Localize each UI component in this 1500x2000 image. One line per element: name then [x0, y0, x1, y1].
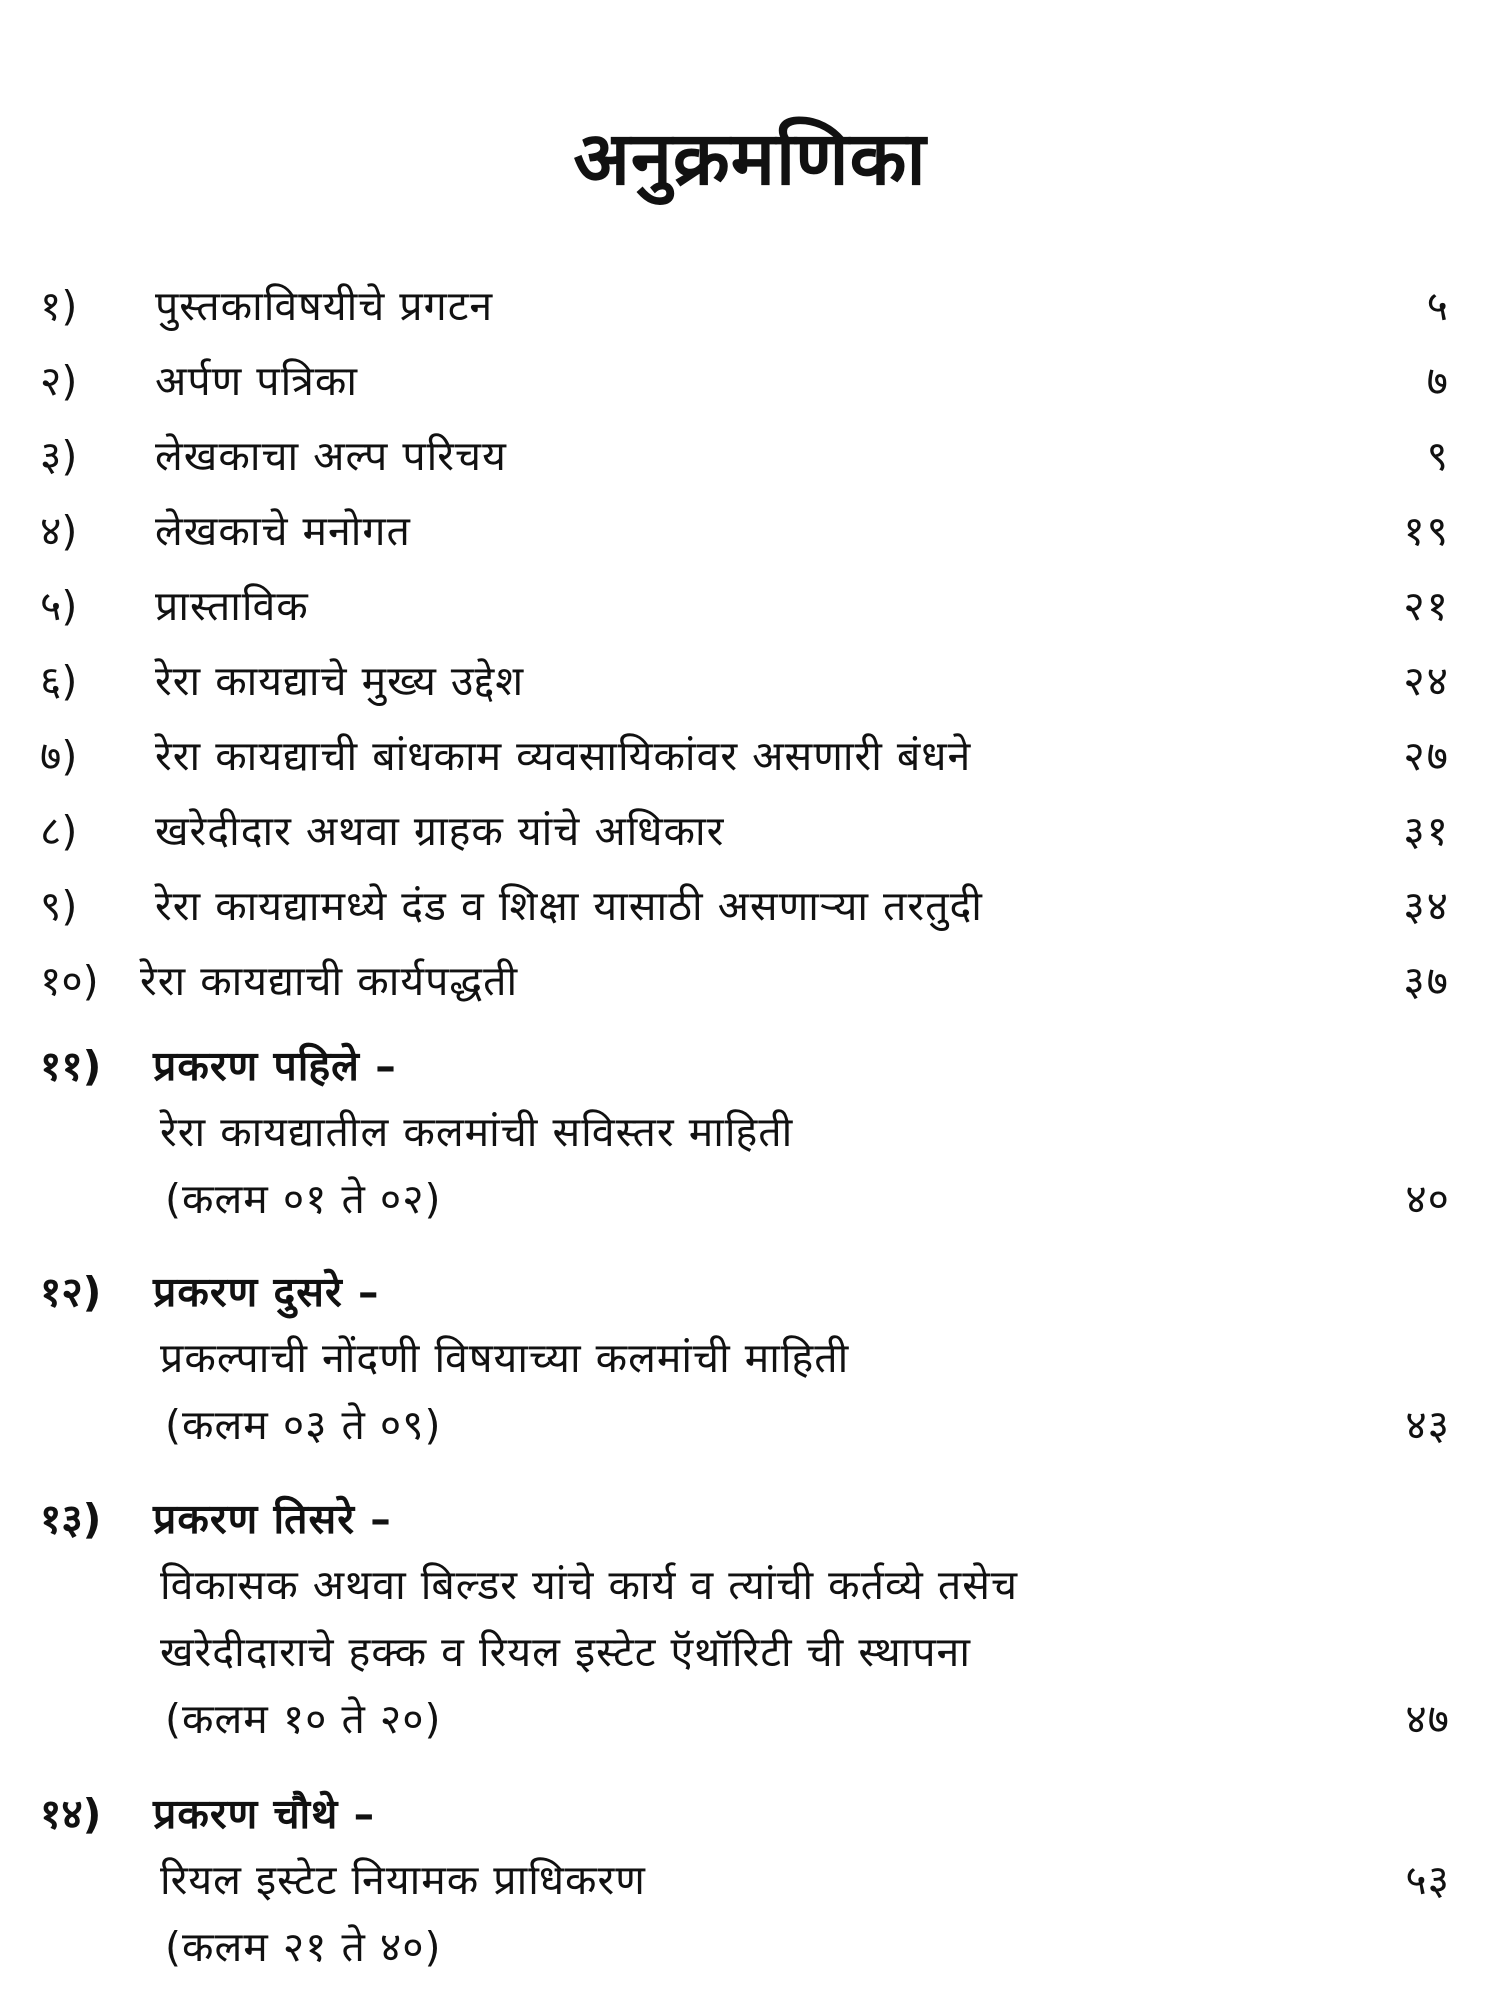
chapter-line: विकासक अथवा बिल्डर यांचे कार्य व त्यांची कर्तव्ये तसेच: [160, 1561, 1018, 1609]
entry-number: १): [40, 282, 78, 330]
toc-entry: [40, 349, 1450, 413]
chapter-heading-row: [40, 1782, 1450, 1846]
chapter-heading: प्रकरण दुसरे –: [153, 1268, 380, 1316]
chapter-number: १४): [40, 1790, 102, 1838]
entry-page: ३१: [1403, 807, 1450, 855]
toc-entry: [40, 649, 1450, 713]
entry-number: १०): [40, 957, 99, 1005]
toc-entry: [40, 799, 1450, 863]
toc-entry: [40, 574, 1450, 638]
entry-title: अर्पण पत्रिका: [155, 357, 358, 405]
entry-page: ३७: [1403, 957, 1450, 1005]
toc-entry: [40, 274, 1450, 338]
entry-page: २१: [1403, 582, 1450, 630]
toc-entry: [40, 949, 1450, 1013]
entry-page: ७: [1426, 357, 1450, 405]
chapter-sections: (कलम २१ ते ४०): [165, 1923, 442, 1971]
toc-entry: [40, 499, 1450, 563]
chapter-page: ५३: [1405, 1856, 1450, 1904]
chapter-sections: (कलम ०१ ते ०२): [165, 1175, 442, 1223]
chapter-number: ११): [40, 1042, 102, 1090]
entry-page: ९: [1426, 432, 1450, 480]
entry-number: ५): [40, 582, 78, 630]
entry-page: ३४: [1403, 882, 1450, 930]
chapter-number: १२): [40, 1268, 102, 1316]
chapter-page: ४०: [1405, 1175, 1450, 1223]
toc-chapter: [40, 1487, 1450, 1757]
entry-number: ८): [40, 807, 78, 855]
entry-number: ९): [40, 882, 78, 930]
entry-title: रेरा कायद्याची कार्यपद्धती: [140, 957, 519, 1005]
entry-number: ७): [40, 732, 78, 780]
entry-title: रेरा कायद्याचे मुख्य उद्देश: [155, 657, 525, 705]
chapter-sections: (कलम १० ते २०): [165, 1695, 442, 1743]
entry-page: १९: [1403, 507, 1450, 555]
entry-title: रेरा कायद्याची बांधकाम व्यवसायिकांवर असणारी बंधने: [155, 732, 972, 780]
toc-chapter: [40, 1260, 1450, 1460]
entry-number: ६): [40, 657, 78, 705]
entry-page: २७: [1403, 732, 1450, 780]
entry-number: ३): [40, 432, 78, 480]
chapter-page: ४३: [1405, 1401, 1450, 1449]
page-title: अनुक्रमणिका: [573, 116, 927, 202]
entry-title: लेखकाचा अल्प परिचय: [155, 432, 507, 480]
chapter-number: १३): [40, 1495, 102, 1543]
chapter-heading: प्रकरण तिसरे –: [153, 1495, 392, 1543]
toc-entry: [40, 874, 1450, 938]
chapter-heading-row: [40, 1260, 1450, 1324]
chapter-heading-row: [40, 1034, 1450, 1098]
entry-page: २४: [1403, 657, 1450, 705]
chapter-sections: (कलम ०३ ते ०९): [165, 1401, 442, 1449]
chapter-line: खरेदीदाराचे हक्क व रियल इस्टेट ऍथॉरिटी ची स्थापना: [160, 1628, 971, 1676]
toc-chapter: [40, 1034, 1450, 1234]
chapter-heading-row: [40, 1487, 1450, 1551]
chapter-heading: प्रकरण पहिले –: [153, 1042, 397, 1090]
entry-title: खरेदीदार अथवा ग्राहक यांचे अधिकार: [155, 807, 725, 855]
toc-entry: [40, 424, 1450, 488]
toc-chapter: [40, 1782, 1450, 1992]
toc-entry: [40, 724, 1450, 788]
entry-page: ५: [1426, 282, 1450, 330]
entry-number: ४): [40, 507, 78, 555]
chapter-page: ४७: [1405, 1695, 1450, 1743]
chapter-line: प्रकल्पाची नोंदणी विषयाच्या कलमांची माहिती: [160, 1334, 850, 1382]
chapter-line: रियल इस्टेट नियामक प्राधिकरण: [160, 1856, 646, 1904]
entry-title: लेखकाचे मनोगत: [155, 507, 411, 555]
entry-title: पुस्तकाविषयीचे प्रगटन: [155, 282, 494, 330]
chapter-heading: प्रकरण चौथे –: [153, 1790, 376, 1838]
entry-title: प्रास्ताविक: [155, 582, 309, 630]
entry-title: रेरा कायद्यामध्ये दंड व शिक्षा यासाठी असणाऱ्या तरतुदी: [155, 882, 983, 930]
entry-number: २): [40, 357, 78, 405]
chapter-line: रेरा कायद्यातील कलमांची सविस्तर माहिती: [160, 1108, 794, 1156]
